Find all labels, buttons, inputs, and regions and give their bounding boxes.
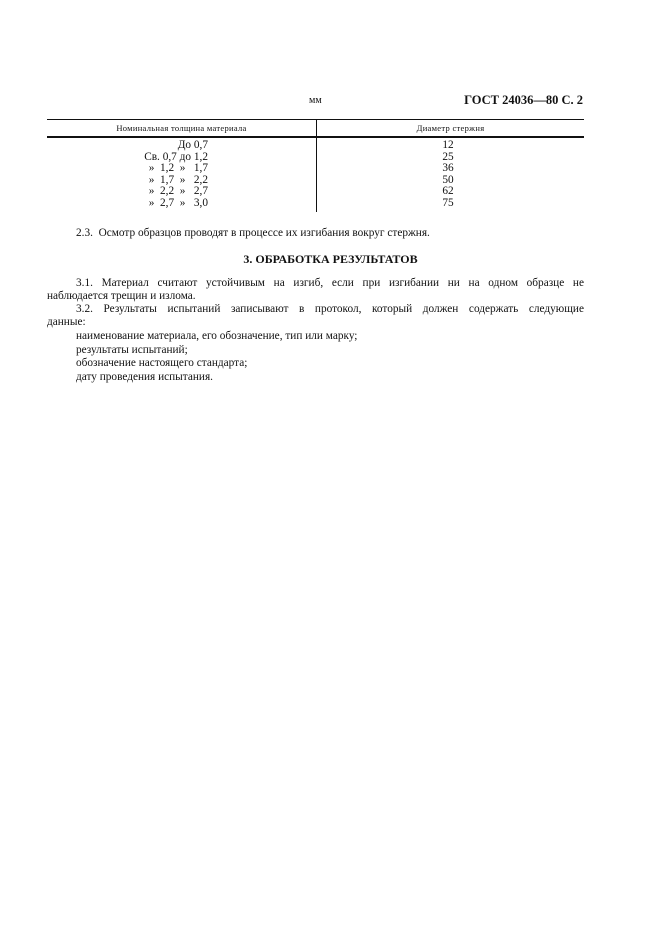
- table-cell-diameter: 50: [442, 173, 454, 186]
- table-unit: мм: [309, 95, 322, 106]
- section-heading: 3. ОБРАБОТКА РЕЗУЛЬТАТОВ: [243, 252, 418, 266]
- document-header: ГОСТ 24036—80 С. 2: [464, 93, 583, 107]
- paragraph-3-1-line: 3.1. Материал считают устойчивым на изгиб, если при изгибании ни на одном образце не: [76, 277, 584, 289]
- column-header-diameter: Диаметр стержня: [416, 123, 485, 133]
- table-cell-diameter: 25: [442, 150, 454, 163]
- column-header-thickness: Номинальная толщина материала: [116, 123, 247, 133]
- table-cell-thickness: » 1,2 » 1,7: [148, 162, 208, 174]
- table-cell-thickness: До 0,7: [177, 139, 208, 151]
- table-cell-thickness: Св. 0,7 до 1,2: [144, 150, 208, 163]
- table-cell-thickness: » 1,7 » 2,2: [148, 173, 208, 186]
- table-cell-diameter: 62: [442, 185, 454, 197]
- paragraph-3-1-line: наблюдается трещин и излома.: [47, 290, 196, 302]
- table-cell-diameter: 75: [442, 196, 454, 209]
- table-cell-diameter: 12: [442, 139, 454, 151]
- list-item: обозначение настоящего стандарта;: [76, 357, 248, 369]
- paragraph-3-2-line: данные:: [47, 316, 86, 328]
- paragraph-3-2-line: 3.2. Результаты испытаний записывают в протокол, который должен содержать следующие: [76, 303, 584, 315]
- table-cell-diameter: 36: [442, 162, 454, 174]
- list-item: результаты испытаний;: [76, 343, 188, 356]
- table-cell-thickness: » 2,2 » 2,7: [148, 185, 208, 197]
- table-cell-thickness: » 2,7 » 3,0: [148, 196, 208, 209]
- list-item: наименование материала, его обозначение, тип или марку;: [76, 330, 358, 342]
- list-item: дату проведения испытания.: [76, 370, 213, 383]
- paragraph-2-3: 2.3. Осмотр образцов проводят в процессе их изгибания вокруг стержня.: [76, 227, 430, 239]
